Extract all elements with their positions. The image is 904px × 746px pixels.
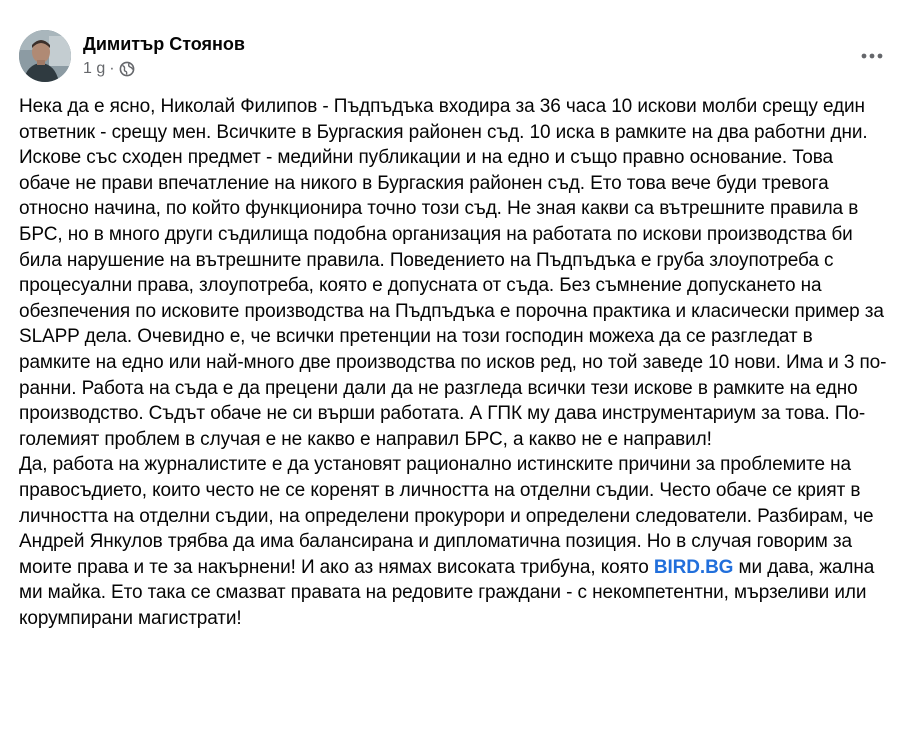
avatar-photo xyxy=(19,30,71,82)
globe-icon[interactable] xyxy=(119,61,135,77)
post-paragraph-2 xyxy=(19,452,889,631)
separator-dot: · xyxy=(109,60,115,77)
author-avatar[interactable] xyxy=(19,30,71,82)
post-subline xyxy=(83,60,245,78)
more-options-icon xyxy=(861,53,883,59)
post-paragraph-1: Нека да е ясно, Николай Филипов - Пъдпъдъка входира за 36 часа 10 искови молби срещу един ответник - срещу мен. Всичките в Бургаския районен съд. 10 иска в рамките на два работни дни. Искове със сходен предмет - медийни публикации и на едно и също правно основание. Това обаче не прави впечатление на никого в Бургаския районен съд. Ето това вече буди тревога относно начина, по който функционира точно този съд. Не зная какви са вътрешните правила в БРС, но в много други съдилища подобна организация на работата по искови производства би била нарушение на вътрешните правила. Поведението на Пъдпъдъка е груба злоупотреба с процесуални права, злоупотреба, която е допусната от съда. Без съмнение допускането на обезпечения по исковите производства на Пъдпъдъка е порочна практика и класически пример за SLAPP дела. Очевидно е, че всички претенции на този господин можеха да се разгледат в рамките на едно или най-много две производства по исков ред, но той заведе 10 нови. Има и 3 по-ранни. Работа на съда е да прецени дали да не разгледа всички тези искове в рамките на едно производство. Съдът обаче не си върши работата. А ГПК му дава инструментариум за това. По-големият проблем в случая е не какво е направил БРС, а какво не е направил! xyxy=(19,96,887,450)
post-body xyxy=(19,94,889,631)
paragraph-2-text-start: Да, работа на журналистите е да установят рационално истинските причини за проблемите на правосъдието, които често не се коренят в личността на отделни съдии. Често обаче се крият в личността на отделни съдии, на определени прокурори и определени следователи. Разбирам, че Андрей Янкулов трябва да има балансирана и дипломатична позиция. Но в случая говорим за моите права и те за накърнени! И ако аз нямах високата трибуна, която xyxy=(19,454,874,578)
bird-bg-link[interactable]: BIRD.BG xyxy=(653,556,734,578)
more-options-button[interactable] xyxy=(852,38,892,74)
post-meta xyxy=(83,30,245,78)
post-timestamp[interactable]: 1 g xyxy=(83,60,106,77)
post-header xyxy=(19,30,245,82)
author-name[interactable]: Димитър Стоянов xyxy=(83,34,245,54)
paragraph-2-text-end: ми дава, жална ми майка. Ето така се смазват правата на редовите граждани - с некомпетентни, мързеливи или корумпирани магистрати! xyxy=(19,556,875,629)
